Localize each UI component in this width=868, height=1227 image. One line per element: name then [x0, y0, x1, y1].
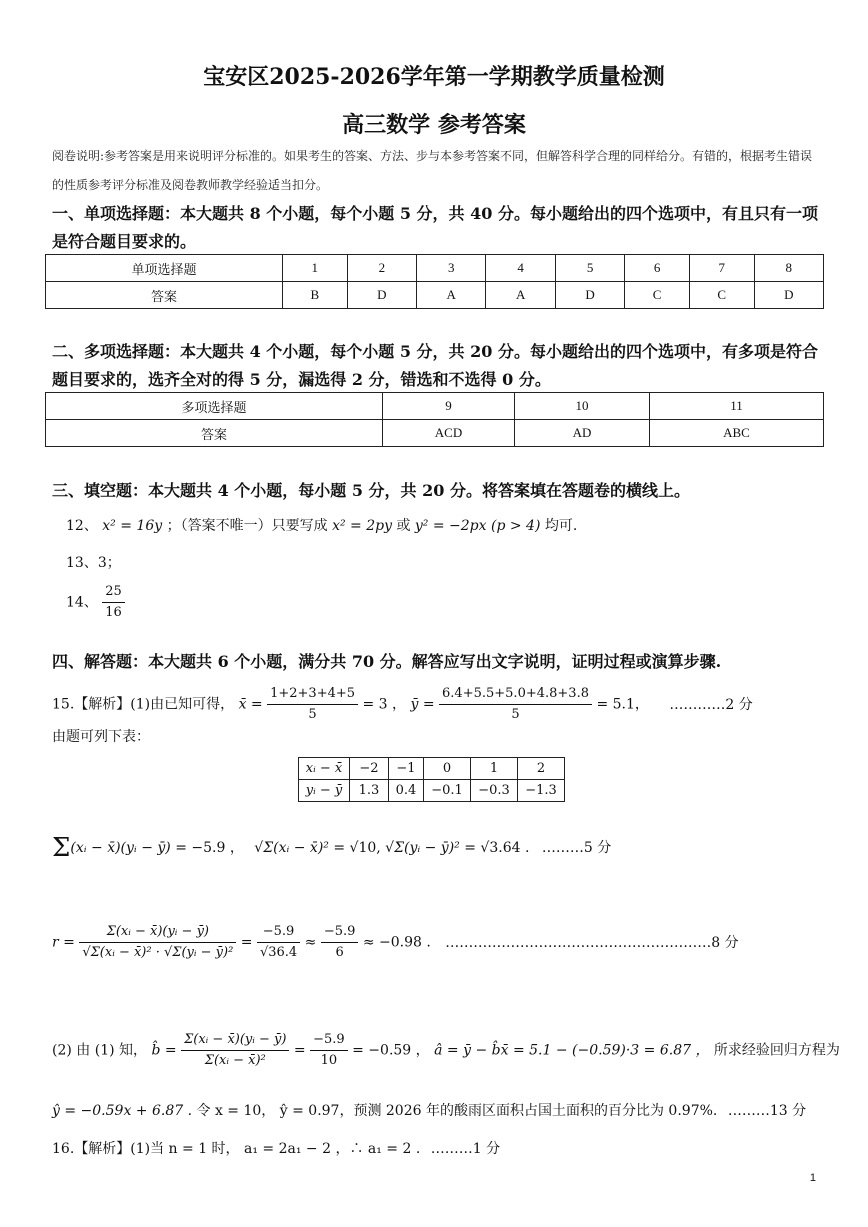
table-cell: 11: [650, 393, 824, 420]
table-row: [299, 758, 565, 780]
table-cell: 4: [486, 255, 555, 282]
table-cell: −0.1: [424, 780, 471, 802]
table-cell: 答案: [46, 282, 283, 309]
q16-line: 16.【解析】(1)当 n = 1 时， a₁ = 2a₁ − 2 ，∴ a₁ = 2 . ………1 分: [52, 1141, 501, 1157]
table-cell: 0: [424, 758, 471, 780]
document-title: 宝安区2025-2026学年第一学期教学质量检测: [203, 64, 665, 90]
table-cell: −1.3: [518, 780, 565, 802]
table-cell: AD: [515, 420, 650, 447]
table-cell: D: [754, 282, 823, 309]
table-row: [46, 393, 824, 420]
table-cell: yᵢ − ȳ: [299, 780, 350, 802]
section4-heading: 四、解答题：本大题共 6 个小题，满分共 70 分。解答应写出文字说明，证明过程或演算步骤.: [52, 652, 722, 671]
table-cell: D: [555, 282, 624, 309]
correlation-line: r = $\frac{\text{Σ(xᵢ − x̄)(yᵢ − ȳ)}}{\text{√Σ(xᵢ − x̄)² · √Σ(yᵢ − ȳ)²}}$ = $\frac{-5.9}{√36.4}$ ≈ $\frac{-5.9}{6}$ ≈ −0.98 . …………………………………………………8 分: [52, 924, 739, 960]
table-cell: −2: [350, 758, 389, 780]
table-cell: 1.3: [350, 780, 389, 802]
answer-13: 13、3；: [66, 555, 121, 571]
multiple-choice-table: [45, 392, 824, 447]
table-cell: 10: [515, 393, 650, 420]
answer-12: 12、 x² = 16y ；（答案不唯一）只要写成 x² = 2py 或 y² = −2px (p > 4) 均可.: [66, 518, 578, 534]
q15-means-line: 15.【解析】(1)由已知可得， x̄ = $\frac{1+2+3+4+5}{5}$ = 3 ， ȳ = $\frac{6.4+5.5+5.0+4.8+3.8}{5}$ = 5.1， …………2 分: [52, 686, 753, 722]
sums-line: Σ(xᵢ − x̄)(yᵢ − ȳ) = −5.9 ， √Σ(xᵢ − x̄)² = √10, √Σ(yᵢ − ȳ)² = √3.64 . ………5 分: [52, 833, 612, 863]
grading-note: 阅卷说明:参考答案是用来说明评分标准的。如果考生的答案、方法、步与本参考答案不同，但解答科学合理的同样给分。有错的，根据考生错误的性质参考评分标准及阅卷教师教学经验适当扣分。: [52, 149, 813, 192]
table-intro: 由题可列下表：: [52, 729, 150, 745]
table-row: [46, 255, 824, 282]
table-cell: −1: [389, 758, 424, 780]
table-cell: 6: [625, 255, 690, 282]
section1-heading: 一、单项选择题：本大题共 8 个小题，每个小题 5 分，共 40 分。每小题给出的四个选项中，有且只有一项是符合题目要求的。: [52, 204, 818, 251]
table-cell: 7: [689, 255, 754, 282]
table-cell: 5: [555, 255, 624, 282]
table-cell: B: [283, 282, 348, 309]
section3-heading: 三、填空题：本大题共 4 个小题，每小题 5 分，共 20 分。将答案填在答题卷的横线上。: [52, 481, 690, 500]
table-cell: 1: [471, 758, 518, 780]
table-cell: 1: [283, 255, 348, 282]
slope-line: (2) 由 (1) 知， b̂ = $\frac{\text{Σ(xᵢ − x̄)(yᵢ − ȳ)}}{\text{Σ(xᵢ − x̄)²}}$ = $\frac{-5.9}{10}$ = −0.59 ， â = ȳ − b̂x̄ = 5.1 − (−0.59)·3 = 6.87 ， 所求经验回归方程为: [52, 1032, 840, 1068]
table-cell: A: [486, 282, 555, 309]
table-cell: −0.3: [471, 780, 518, 802]
document-subtitle: 高三数学 参考答案: [342, 112, 526, 138]
page-number: 1: [809, 1172, 816, 1184]
table-cell: 8: [754, 255, 823, 282]
deviation-table: [298, 757, 565, 802]
table-cell: 0.4: [389, 780, 424, 802]
section2-heading: 二、多项选择题：本大题共 4 个小题，每个小题 5 分，共 20 分。每小题给出的四个选项中，有多项是符合题目要求的，选齐全对的得 5 分，漏选得 2 分，错选和不选得 0 分。: [52, 342, 818, 389]
single-choice-table: [45, 254, 824, 309]
regression-line: ŷ = −0.59x + 6.87 . 令 x = 10， ŷ = 0.97，预测 2026 年的酸雨区面积占国土面积的百分比为 0.97%. ………13 分: [52, 1103, 807, 1119]
table-cell: ABC: [650, 420, 824, 447]
table-cell: 多项选择题: [46, 393, 383, 420]
table-row: [46, 420, 824, 447]
table-cell: C: [625, 282, 690, 309]
table-row: [46, 282, 824, 309]
table-cell: 2: [518, 758, 565, 780]
table-cell: A: [417, 282, 486, 309]
table-cell: xᵢ − x̄: [299, 758, 350, 780]
table-cell: ACD: [383, 420, 515, 447]
table-cell: 3: [417, 255, 486, 282]
table-cell: D: [347, 282, 416, 309]
table-cell: 答案: [46, 420, 383, 447]
answer-14: 14、 $\frac{25}{16}$: [66, 582, 125, 623]
table-cell: C: [689, 282, 754, 309]
table-cell: 2: [347, 255, 416, 282]
table-row: [299, 780, 565, 802]
table-cell: 单项选择题: [46, 255, 283, 282]
table-cell: 9: [383, 393, 515, 420]
